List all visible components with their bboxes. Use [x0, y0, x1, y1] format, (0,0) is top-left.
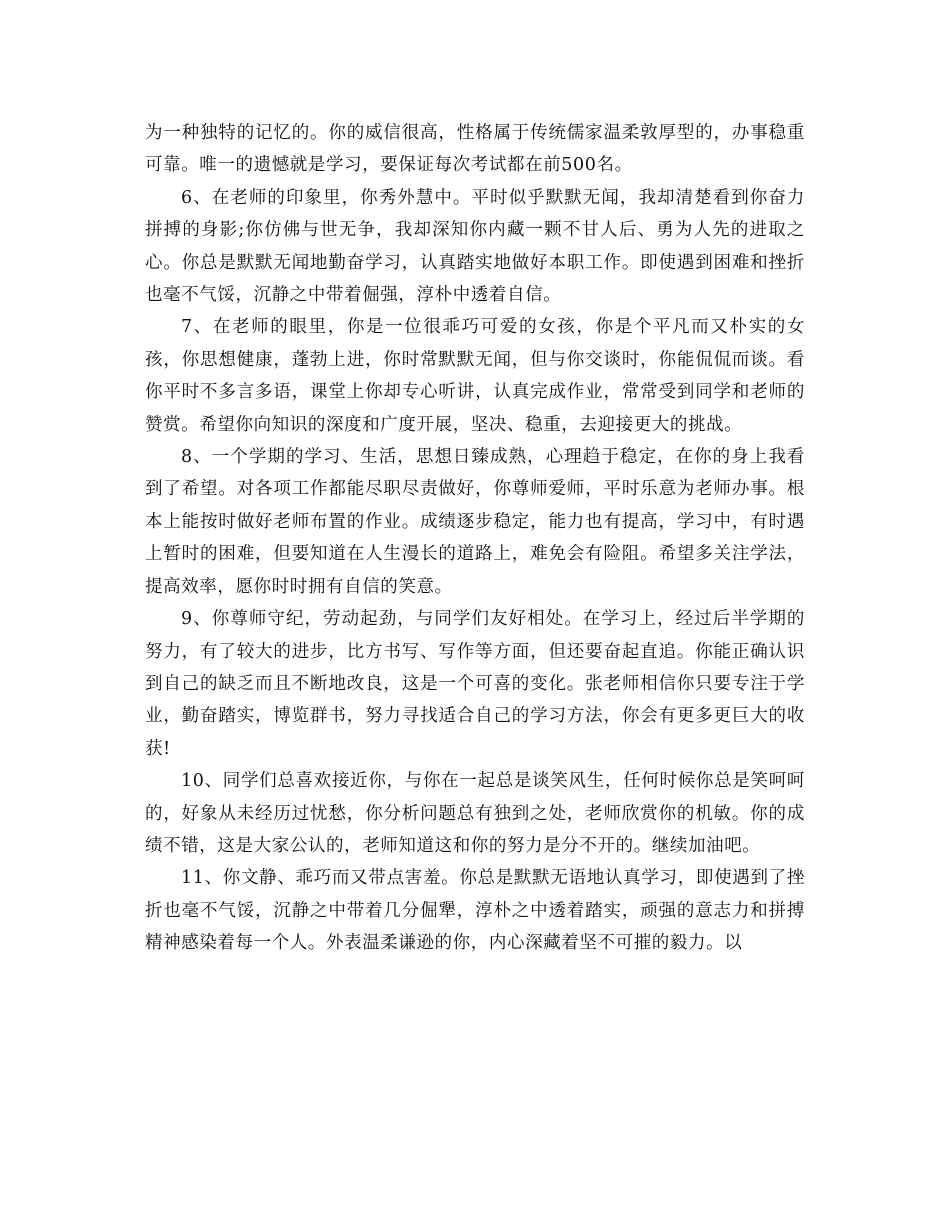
paragraph-comment-11: 11、你文静、乖巧而又带点害羞。你总是默默无语地认真学习，即使遇到了挫折也毫不气馁，沉静之中带着几分倔犟，淳朴之中透着踏实，顽强的意志力和拼搏精神感染着每一个人。外表温柔谦逊的你，内心深藏着坚不可摧的毅力。以 [145, 868, 805, 954]
document-body [145, 117, 805, 960]
paragraph-comment-7: 7、在老师的眼里，你是一位很乖巧可爱的女孩，你是个平凡而又朴实的女孩，你思想健康，蓬勃上进，你时常默默无闻，但与你交谈时，你能侃侃而谈。看你平时不多言多语，课堂上你却专心听讲，认真完成作业，常常受到同学和老师的赞赏。希望你向知识的深度和广度开展，坚决、稳重，去迎接更大的挑战。 [145, 317, 805, 435]
paragraph-comment-6: 6、在老师的印象里，你秀外慧中。平时似乎默默无闻，我却清楚看到你奋力拼搏的身影;你仿佛与世无争，我却深知你内藏一颗不甘人后、勇为人先的进取之心。你总是默默无闻地勤奋学习，认真踏实地做好本职工作。即使遇到困难和挫折也毫不气馁，沉静之中带着倔强，淳朴中透着自信。 [145, 187, 805, 306]
paragraph-comment-8: 8、一个学期的学习、生活，思想日臻成熟，心理趋于稳定，在你的身上我看到了希望。对各项工作都能尽职尽责做好，你尊师爱师，平时乐意为老师办事。根本上能按时做好老师布置的作业。成绩逐步稳定，能力也有提高，学习中，有时遇上暂时的困难，但要知道在人生漫长的道路上，难免会有险阻。希望多关注学法，提高效率，愿你时时拥有自信的笑意。 [145, 447, 805, 597]
paragraph-comment-9: 9、你尊师守纪，劳动起劲，与同学们友好相处。在学习上，经过后半学期的努力，有了较大的进步，比方书写、写作等方面，但还要奋起直追。你能正确认识到自己的缺乏而且不断地改良，这是一个可喜的变化。张老师相信你只要专注于学业，勤奋踏实，博览群书，努力寻找适合自己的学习方法，你会有更多更巨大的收获! [145, 609, 805, 759]
paragraph-continuation: 为一种独特的记忆的。你的威信很高，性格属于传统儒家温柔敦厚型的，办事稳重可靠。唯一的遗憾就是学习，要保证每次考试都在前500名。 [145, 123, 805, 176]
paragraph-comment-10: 10、同学们总喜欢接近你，与你在一起总是谈笑风生，任何时候你总是笑呵呵的，好象从未经历过忧愁，你分析问题总有独到之处，老师欣赏你的机敏。你的成绩不错，这是大家公认的，老师知道这和你的努力是分不开的。继续加油吧。 [145, 771, 805, 856]
